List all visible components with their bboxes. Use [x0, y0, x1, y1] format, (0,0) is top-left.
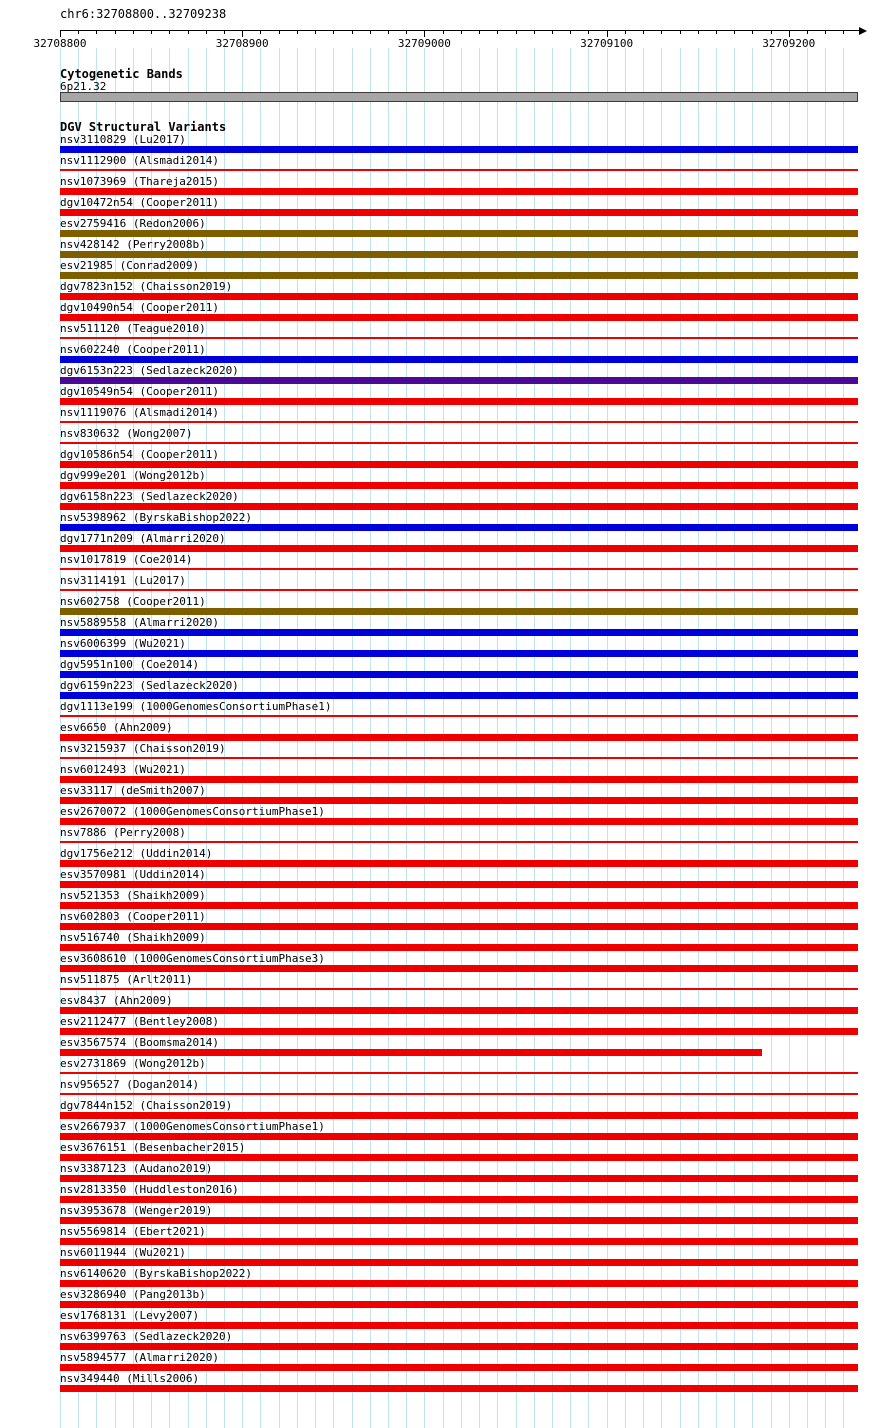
- ruler-tick-label: 32708800: [33, 37, 87, 50]
- variant-row: [60, 617, 858, 638]
- variant-bar[interactable]: [60, 377, 858, 384]
- variant-bar[interactable]: [60, 1385, 858, 1392]
- variant-row: [60, 491, 858, 512]
- variant-row: [60, 848, 858, 869]
- ruler-line: [60, 30, 859, 31]
- ruler-minor-tick: [78, 31, 79, 34]
- variant-track: [60, 134, 858, 1394]
- variant-bar[interactable]: [60, 1028, 858, 1035]
- variant-label[interactable]: nsv349440 (Mills2006): [60, 1372, 200, 1385]
- variant-row: [60, 218, 858, 239]
- variant-bar[interactable]: [60, 568, 858, 570]
- variant-label[interactable]: dgv5951n100 (Coe2014): [60, 658, 200, 671]
- variant-row: [60, 827, 858, 848]
- variant-bar[interactable]: [60, 589, 858, 591]
- ruler-minor-tick: [716, 31, 717, 34]
- variant-label[interactable]: esv3567574 (Boomsma2014): [60, 1036, 219, 1049]
- variant-label[interactable]: esv2731869 (Wong2012b): [60, 1057, 206, 1070]
- variant-row: [60, 1163, 858, 1184]
- variant-bar[interactable]: [60, 1322, 858, 1329]
- variant-label[interactable]: nsv3110829 (Lu2017): [60, 133, 186, 146]
- variant-bar[interactable]: [60, 671, 858, 678]
- variant-bar[interactable]: [60, 650, 858, 657]
- variant-row: [60, 554, 858, 575]
- ruler-minor-tick: [370, 31, 371, 34]
- variant-label[interactable]: nsv1017819 (Coe2014): [60, 553, 193, 566]
- variant-bar[interactable]: [60, 1196, 858, 1203]
- variant-row: [60, 428, 858, 449]
- variant-label[interactable]: nsv6140620 (ByrskaBishop2022): [60, 1267, 253, 1280]
- variant-label[interactable]: nsv3215937 (Chaisson2019): [60, 742, 226, 755]
- variant-row: [60, 1310, 858, 1331]
- variant-row: [60, 1184, 858, 1205]
- variant-bar[interactable]: [60, 169, 858, 171]
- variant-label[interactable]: nsv3387123 (Audano2019): [60, 1162, 213, 1175]
- variant-bar[interactable]: [60, 715, 858, 717]
- ruler-minor-tick: [333, 31, 334, 34]
- ruler-minor-tick: [752, 31, 753, 34]
- variant-row: [60, 1268, 858, 1289]
- variant-row: [60, 638, 858, 659]
- variant-label[interactable]: nsv3114191 (Lu2017): [60, 574, 186, 587]
- variant-row: [60, 1016, 858, 1037]
- variant-bar[interactable]: [60, 209, 858, 216]
- variant-label[interactable]: nsv6011944 (Wu2021): [60, 1246, 186, 1259]
- ruler-minor-tick: [534, 31, 535, 34]
- ruler-minor-tick: [734, 31, 735, 34]
- ruler-minor-tick: [406, 31, 407, 34]
- variant-label[interactable]: nsv956527 (Dogan2014): [60, 1078, 200, 1091]
- variant-row: [60, 470, 858, 491]
- variant-label[interactable]: nsv428142 (Perry2008b): [60, 238, 206, 251]
- variant-bar[interactable]: [60, 1217, 858, 1224]
- variant-bar[interactable]: [60, 1343, 858, 1350]
- variant-bar[interactable]: [60, 421, 858, 423]
- variant-label[interactable]: dgv10490n54 (Cooper2011): [60, 301, 219, 314]
- variant-bar[interactable]: [60, 841, 858, 843]
- variant-row: [60, 176, 858, 197]
- variant-row: [60, 197, 858, 218]
- variant-row: [60, 953, 858, 974]
- variant-label[interactable]: nsv602240 (Cooper2011): [60, 343, 206, 356]
- region-label: chr6:32708800..32709238: [60, 7, 227, 21]
- variant-row: [60, 1142, 858, 1163]
- variant-bar[interactable]: [60, 608, 858, 615]
- variant-bar[interactable]: [60, 734, 858, 741]
- ruler-minor-tick: [588, 31, 589, 34]
- variant-row: [60, 974, 858, 995]
- variant-label[interactable]: nsv6399763 (Sedlazeck2020): [60, 1330, 233, 1343]
- variant-label[interactable]: esv6650 (Ahn2009): [60, 721, 173, 734]
- variant-label[interactable]: esv3608610 (1000GenomesConsortiumPhase3): [60, 952, 325, 965]
- variant-label[interactable]: nsv521353 (Shaikh2009): [60, 889, 206, 902]
- variant-bar[interactable]: [60, 524, 858, 531]
- variant-bar[interactable]: [60, 1133, 858, 1140]
- variant-row: [60, 743, 858, 764]
- variant-label[interactable]: dgv10472n54 (Cooper2011): [60, 196, 219, 209]
- ruler-minor-tick: [807, 31, 808, 34]
- variant-row: [60, 1352, 858, 1373]
- cytoband-name: 6p21.32: [60, 80, 107, 93]
- ruler-minor-tick: [497, 31, 498, 34]
- variant-row: [60, 596, 858, 617]
- variant-row: [60, 1373, 858, 1394]
- variant-row: [60, 932, 858, 953]
- variant-label[interactable]: nsv602803 (Cooper2011): [60, 910, 206, 923]
- variant-label[interactable]: nsv6012493 (Wu2021): [60, 763, 186, 776]
- variant-bar[interactable]: [60, 1280, 858, 1287]
- ruler-tick-label: 32709100: [580, 37, 634, 50]
- variant-label[interactable]: dgv6159n223 (Sedlazeck2020): [60, 679, 239, 692]
- ruler-minor-tick: [680, 31, 681, 34]
- variant-row: [60, 995, 858, 1016]
- variant-label[interactable]: dgv6153n223 (Sedlazeck2020): [60, 364, 239, 377]
- variant-label[interactable]: nsv1119076 (Alsmadi2014): [60, 406, 219, 419]
- variant-label[interactable]: esv3570981 (Uddin2014): [60, 868, 206, 881]
- variant-row: [60, 281, 858, 302]
- variant-row: [60, 365, 858, 386]
- variant-row: [60, 302, 858, 323]
- cytoband-bar[interactable]: [60, 92, 858, 102]
- ruler-minor-tick: [516, 31, 517, 34]
- variant-bar[interactable]: [60, 797, 858, 804]
- variant-bar[interactable]: [60, 1301, 858, 1308]
- variant-label[interactable]: esv3286940 (Pang2013b): [60, 1288, 206, 1301]
- cytoband-track-title: Cytogenetic Bands: [60, 67, 183, 81]
- variant-label[interactable]: dgv6158n223 (Sedlazeck2020): [60, 490, 239, 503]
- variant-row: [60, 680, 858, 701]
- variant-bar[interactable]: [60, 1007, 858, 1014]
- variant-bar[interactable]: [60, 692, 858, 699]
- variant-label[interactable]: esv2670072 (1000GenomesConsortiumPhase1): [60, 805, 325, 818]
- variant-row: [60, 1226, 858, 1247]
- variant-row: [60, 260, 858, 281]
- variant-row: [60, 575, 858, 596]
- variant-label[interactable]: nsv5569814 (Ebert2021): [60, 1225, 206, 1238]
- ruler-minor-tick: [260, 31, 261, 34]
- variant-row: [60, 1121, 858, 1142]
- variant-label[interactable]: nsv5894577 (Almarri2020): [60, 1351, 219, 1364]
- variant-row: [60, 134, 858, 155]
- variant-bar[interactable]: [60, 923, 858, 930]
- variant-row: [60, 911, 858, 932]
- variant-label[interactable]: nsv511120 (Teague2010): [60, 322, 206, 335]
- variant-bar[interactable]: [60, 902, 858, 909]
- variant-row: [60, 785, 858, 806]
- variant-bar[interactable]: [60, 965, 858, 972]
- variant-row: [60, 659, 858, 680]
- variant-bar[interactable]: [60, 629, 858, 636]
- variant-bar[interactable]: [60, 776, 858, 783]
- ruler-minor-tick: [151, 31, 152, 34]
- variant-bar[interactable]: [60, 314, 858, 321]
- variant-bar[interactable]: [60, 398, 858, 405]
- variant-label[interactable]: dgv1113e199 (1000GenomesConsortiumPhase1): [60, 700, 332, 713]
- ruler-minor-tick: [133, 31, 134, 34]
- variant-label[interactable]: nsv5398962 (ByrskaBishop2022): [60, 511, 253, 524]
- variant-row: [60, 386, 858, 407]
- variant-bar[interactable]: [60, 356, 858, 363]
- variant-label[interactable]: esv8437 (Ahn2009): [60, 994, 173, 1007]
- ruler-minor-tick: [570, 31, 571, 34]
- ruler-minor-tick: [188, 31, 189, 34]
- ruler-tick-label: 32709000: [397, 37, 451, 50]
- variant-bar[interactable]: [60, 1049, 762, 1056]
- variant-row: [60, 1289, 858, 1310]
- variant-row: [60, 1331, 858, 1352]
- variant-bar[interactable]: [60, 442, 858, 444]
- ruler-minor-tick: [297, 31, 298, 34]
- variant-bar[interactable]: [60, 1364, 858, 1371]
- ruler-minor-tick: [461, 31, 462, 34]
- ruler-minor-tick: [115, 31, 116, 34]
- ruler-minor-tick: [224, 31, 225, 34]
- variant-bar[interactable]: [60, 1072, 858, 1074]
- variant-row: [60, 722, 858, 743]
- ruler-minor-tick: [843, 31, 844, 34]
- ruler-minor-tick: [96, 31, 97, 34]
- variant-label[interactable]: nsv511875 (Arlt2011): [60, 973, 193, 986]
- variant-bar[interactable]: [60, 337, 858, 339]
- ruler-minor-tick: [625, 31, 626, 34]
- variant-bar[interactable]: [60, 545, 858, 552]
- variant-bar[interactable]: [60, 1238, 858, 1245]
- variant-bar[interactable]: [60, 818, 858, 825]
- variant-bar[interactable]: [60, 230, 858, 237]
- variant-bar[interactable]: [60, 146, 858, 153]
- variant-label[interactable]: dgv10549n54 (Cooper2011): [60, 385, 219, 398]
- ruler-minor-tick: [279, 31, 280, 34]
- variant-label[interactable]: esv33117 (deSmith2007): [60, 784, 206, 797]
- variant-bar[interactable]: [60, 503, 858, 510]
- variant-label[interactable]: dgv7844n152 (Chaisson2019): [60, 1099, 233, 1112]
- variant-bar[interactable]: [60, 860, 858, 867]
- variant-row: [60, 1079, 858, 1100]
- variant-label[interactable]: nsv5889558 (Almarri2020): [60, 616, 219, 629]
- variant-row: [60, 1100, 858, 1121]
- variant-label[interactable]: esv2112477 (Bentley2008): [60, 1015, 219, 1028]
- variant-row: [60, 323, 858, 344]
- ruler-minor-tick: [661, 31, 662, 34]
- ruler-minor-tick: [698, 31, 699, 34]
- ruler-arrow-right-icon: [859, 27, 867, 35]
- variant-label[interactable]: dgv10586n54 (Cooper2011): [60, 448, 219, 461]
- dgv-track-title: DGV Structural Variants: [60, 120, 227, 134]
- variant-bar[interactable]: [60, 188, 858, 195]
- variant-row: [60, 407, 858, 428]
- ruler-minor-tick: [169, 31, 170, 34]
- variant-bar[interactable]: [60, 1154, 858, 1161]
- variant-row: [60, 1037, 858, 1058]
- variant-label[interactable]: esv21985 (Conrad2009): [60, 259, 200, 272]
- ruler-minor-tick: [771, 31, 772, 34]
- variant-bar[interactable]: [60, 482, 858, 489]
- variant-label[interactable]: dgv1771n209 (Almarri2020): [60, 532, 226, 545]
- variant-row: [60, 701, 858, 722]
- variant-label[interactable]: nsv1073969 (Thareja2015): [60, 175, 219, 188]
- ruler-minor-tick: [479, 31, 480, 34]
- variant-bar[interactable]: [60, 944, 858, 951]
- ruler-minor-tick: [443, 31, 444, 34]
- variant-row: [60, 764, 858, 785]
- variant-bar[interactable]: [60, 757, 858, 759]
- ruler-minor-tick: [352, 31, 353, 34]
- variant-row: [60, 155, 858, 176]
- variant-label[interactable]: nsv830632 (Wong2007): [60, 427, 193, 440]
- variant-label[interactable]: nsv2813350 (Huddleston2016): [60, 1183, 239, 1196]
- variant-bar[interactable]: [60, 1093, 858, 1095]
- variant-label[interactable]: esv2667937 (1000GenomesConsortiumPhase1): [60, 1120, 325, 1133]
- variant-label[interactable]: nsv602758 (Cooper2011): [60, 595, 206, 608]
- variant-row: [60, 512, 858, 533]
- variant-bar[interactable]: [60, 251, 858, 258]
- ruler-minor-tick: [206, 31, 207, 34]
- variant-label[interactable]: esv3676151 (Besenbacher2015): [60, 1141, 246, 1154]
- variant-bar[interactable]: [60, 293, 858, 300]
- variant-bar[interactable]: [60, 272, 858, 279]
- variant-label[interactable]: dgv999e201 (Wong2012b): [60, 469, 206, 482]
- variant-bar[interactable]: [60, 1259, 858, 1266]
- ruler-minor-tick: [388, 31, 389, 34]
- variant-row: [60, 449, 858, 470]
- variant-label[interactable]: nsv3953678 (Wenger2019): [60, 1204, 213, 1217]
- ruler-tick-label: 32708900: [215, 37, 269, 50]
- variant-label[interactable]: nsv1112900 (Alsmadi2014): [60, 154, 219, 167]
- variant-bar[interactable]: [60, 1175, 858, 1182]
- variant-row: [60, 1058, 858, 1079]
- variant-label[interactable]: nsv7886 (Perry2008): [60, 826, 186, 839]
- variant-label[interactable]: nsv516740 (Shaikh2009): [60, 931, 206, 944]
- ruler-minor-tick: [825, 31, 826, 34]
- variant-bar[interactable]: [60, 461, 858, 468]
- variant-label[interactable]: dgv7823n152 (Chaisson2019): [60, 280, 233, 293]
- variant-row: [60, 1247, 858, 1268]
- variant-row: [60, 344, 858, 365]
- variant-label[interactable]: esv1768131 (Levy2007): [60, 1309, 200, 1322]
- variant-label[interactable]: esv2759416 (Redon2006): [60, 217, 206, 230]
- variant-row: [60, 239, 858, 260]
- ruler-minor-tick: [643, 31, 644, 34]
- variant-label[interactable]: nsv6006399 (Wu2021): [60, 637, 186, 650]
- ruler-tick-label: 32709200: [762, 37, 816, 50]
- variant-row: [60, 806, 858, 827]
- variant-row: [60, 869, 858, 890]
- ruler-minor-tick: [315, 31, 316, 34]
- variant-bar[interactable]: [60, 1112, 858, 1119]
- ruler-minor-tick: [552, 31, 553, 34]
- variant-bar[interactable]: [60, 881, 858, 888]
- coordinate-ruler: [0, 0, 890, 50]
- variant-label[interactable]: dgv1756e212 (Uddin2014): [60, 847, 213, 860]
- variant-row: [60, 890, 858, 911]
- variant-row: [60, 533, 858, 554]
- variant-bar[interactable]: [60, 988, 858, 990]
- variant-row: [60, 1205, 858, 1226]
